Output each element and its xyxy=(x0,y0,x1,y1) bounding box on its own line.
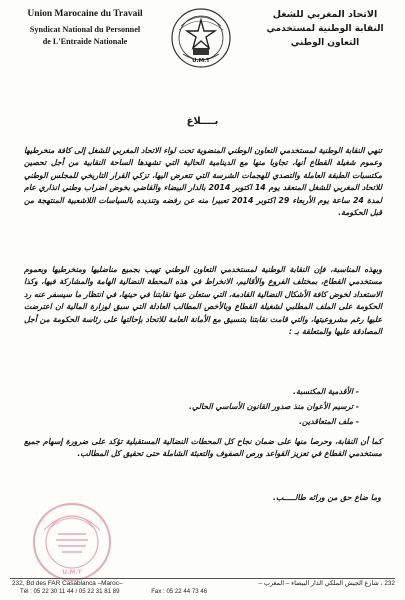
stamp-icon xyxy=(30,500,114,584)
communique-title: بــــلاغ xyxy=(186,116,219,127)
umt-emblem-icon xyxy=(169,6,233,80)
header-french-line2: Syndicat National du Personnel xyxy=(29,25,141,34)
header-arabic-line1: الاتحاد المغربي للشغل xyxy=(272,9,378,20)
logo-label: U.M.T xyxy=(192,58,210,64)
demands-list xyxy=(39,384,359,429)
stamp-center-text: U.M.T xyxy=(62,569,82,576)
umt-logo xyxy=(169,6,233,80)
paragraph-2: وبهذه المناسبة، فإن النقابة الوطنية لمستخدمي التعاون الوطني تهيب بجميع مناضليها ومنخرطيها وبعموم مستخدمي القطاع، بمختلف الفروع والأقاليم، الانخراط في هذه المحطة النضالية الهامة والمشاركة فيها، وكذا الاستعداد لخوض كافة الأشكال النضالية القادمة، التي ستعلن عنها نقابتنا في حينها، في انتظار ما سيسفر عنه رد الحكومة على الملف المطلبي لشغيلة القطاع وبالأخص المطالب العادلة التي سبق لوزارة المالية ان اعترضت عليها رغم مشروعيتها، والتي قامت نقابتنا بتنسيق مع الأمانة العامة للاتحاد بإحالتها على رئاسة الحكومة من أجل المصادقة عليها والمتعلقة بـ : xyxy=(24,265,382,337)
footer-tel: Tél : 05 22 30 11 44 / 05 22 31 81 89 xyxy=(20,588,120,595)
footer-address xyxy=(12,579,395,588)
demand-item: - ملف المتعاقدين. xyxy=(299,417,359,426)
footer-address-ar: 232 ، شارع الجيش الملكي الدار البيضاء – المغرب – xyxy=(258,580,395,587)
union-stamp xyxy=(30,500,114,584)
closing-paragraph: كما أن النقابة، وحرصا منها على ضمان نجاح كل المحطات النضالية المستقبلية تؤكد على ضرورة إسهام جميع مستخدمي القطاع في تعزيز القواعد ورص الصفوف والتعبئة الشاملة حتى تحقيق كل المطالب. xyxy=(24,437,382,459)
footer-contacts xyxy=(20,588,237,595)
footer-fax: Fax : 05 22 44 73 46 xyxy=(151,588,208,595)
signoff-line: وما ضاع حق من ورائه طالـــــب. xyxy=(272,493,381,502)
header-french xyxy=(10,8,160,48)
demand-item: - ترسيم الأعوان منذ صدور القانون الأساسي الحالي. xyxy=(189,402,359,411)
header-french-line3: de L'Entraide Nationale xyxy=(42,37,128,46)
paragraph-1: تنهي النقابة الوطنية لمستخدمي التعاون الوطني المنضوية تحت لواء الاتحاد المغربي للشغل إلى كافة منخرطيها وعموم شغيلة القطاع أنها، تجاوبا منها مع الدينامية الحالية التي تشهدها الساحة النقابية من أجل تحصين مكتسبات الطبقة العاملة والتصدي للهجمات الشرسة التي تتعرض اليها، تزكي القرار التاريخي للمجلس الوطني للاتحاد المغربي للشغل المنعقد يوم 14 اكتوبر 2014 بالدار البيضاء والقاضي بخوض اضراب وطني انذاري عام لمدة 24 ساعة يوم الأربعاء 29 اكتوبر 2014 تعبيرا منه عن رفضه وتنديده بالسياسات اللاشعبية المنتهجة من قبل الحكومة. xyxy=(24,146,382,218)
footer-address-fr: 232, Bd des FAR Casablanca –Maroc– xyxy=(12,580,123,587)
header-arabic-line3: التعاون الوطني xyxy=(290,38,360,48)
header-arabic xyxy=(255,8,395,50)
header-arabic-line2: النقابة الوطنية لمستخدمي xyxy=(266,24,384,34)
demand-item: - الأقدمية المكتسبة. xyxy=(293,387,359,396)
header-french-line1: Union Marocaine du Travail xyxy=(27,9,143,19)
